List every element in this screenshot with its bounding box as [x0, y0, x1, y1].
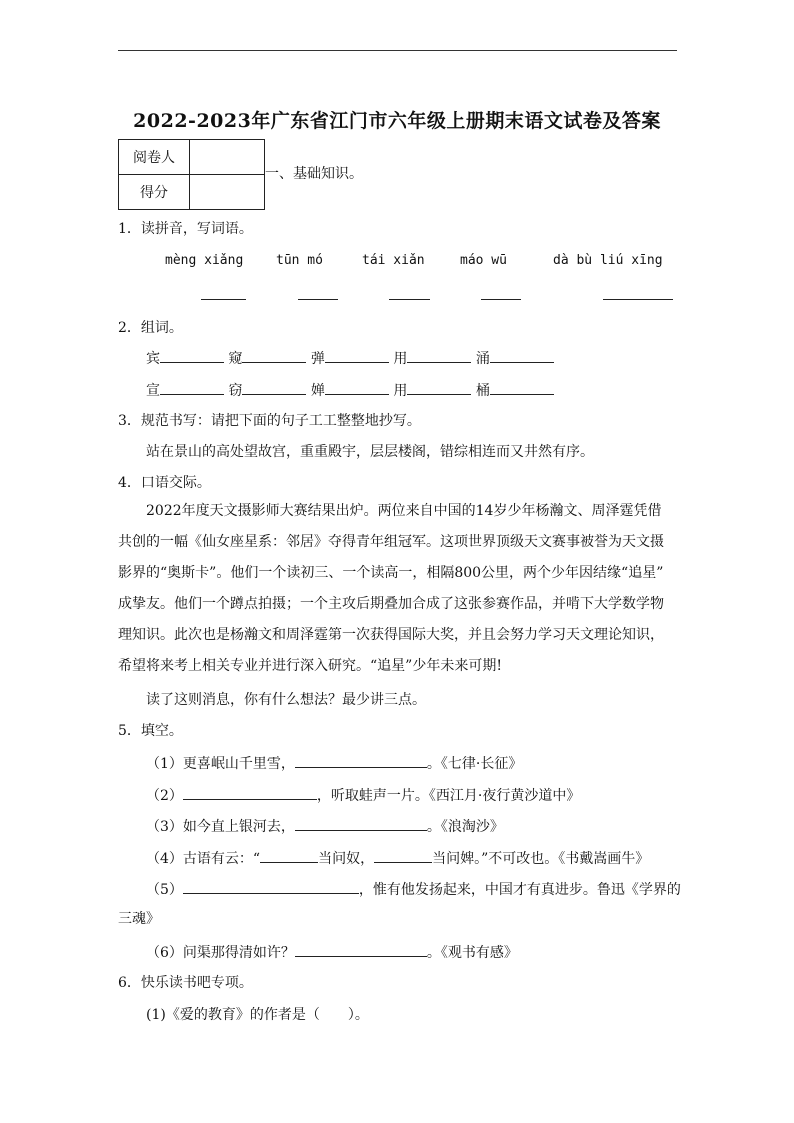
fill-blank[interactable]: [295, 815, 427, 831]
char: 涌: [475, 351, 490, 367]
pinyin-3: tái xiǎn: [362, 253, 425, 268]
fill-blank[interactable]: [295, 941, 427, 957]
section-heading: 一、基础知识。: [265, 166, 363, 182]
char: 宾: [146, 351, 160, 367]
question-2-label: 2．组词。: [118, 320, 183, 336]
question-4-label: 4．口语交际。: [118, 475, 211, 491]
word-row-2: [146, 379, 554, 400]
reviewer-label: 阅卷人: [119, 140, 190, 175]
fill-item-4: [146, 847, 649, 868]
pinyin-1: mèng xiǎng: [165, 253, 244, 268]
fill-item-2: [146, 784, 580, 805]
word-blank[interactable]: [325, 347, 389, 363]
char: 宣: [146, 383, 160, 399]
fill-blank[interactable]: [183, 784, 317, 800]
passage-line: 共创的一幅《仙女座星系：邻居》夺得青年组冠军。这项世界顶级天文赛事被誉为天文摄: [118, 534, 664, 550]
word-blank[interactable]: [490, 347, 554, 363]
passage-line: 成挚友。他们一个蹲点拍摄；一个主攻后期叠加合成了这张参赛作品，并啃下大学数学物: [118, 596, 664, 612]
answer-blank-5[interactable]: [603, 299, 673, 300]
word-blank[interactable]: [407, 379, 471, 395]
passage-line: 2022年度天文摄影师大赛结果出炉。两位来自中国的14岁少年杨瀚文、周泽霆凭借: [146, 503, 662, 519]
question-6-item-1: (1)《爱的教育》的作者是（ ）。: [146, 1007, 369, 1023]
item-text: 。《观书有感》: [426, 945, 518, 961]
item-text: （1）更喜岷山千里雪，: [146, 756, 295, 772]
item-text: （6）问渠那得清如许？: [146, 945, 295, 961]
item-text: 。《浪淘沙》: [426, 819, 504, 835]
item-text: ，惟有他发扬起来，中国才有真进步。鲁迅《学界的: [358, 882, 681, 898]
word-blank[interactable]: [242, 347, 306, 363]
char: 窥: [228, 351, 243, 367]
reviewer-field[interactable]: [190, 140, 265, 175]
score-table: [118, 139, 265, 210]
answer-blank-4[interactable]: [481, 299, 521, 300]
fill-item-5: [146, 878, 681, 899]
word-blank[interactable]: [242, 379, 306, 395]
question-6-label: 6．快乐读书吧专项。: [118, 975, 253, 991]
char: 窃: [228, 383, 243, 399]
pinyin-5: dà bù liú xīng: [553, 253, 663, 268]
answer-blank-3[interactable]: [389, 299, 430, 300]
item-text: ，听取蛙声一片。《西江月·夜行黄沙道中》: [316, 788, 581, 804]
score-label: 得分: [119, 175, 190, 210]
char: 桶: [475, 383, 490, 399]
news-passage: [118, 496, 678, 682]
score-field[interactable]: [190, 175, 265, 210]
char: 婵: [310, 383, 325, 399]
fill-blank[interactable]: [374, 847, 432, 863]
word-blank[interactable]: [407, 347, 471, 363]
word-blank[interactable]: [325, 379, 389, 395]
char: 用: [393, 383, 408, 399]
header-rule: [118, 50, 677, 51]
item-text: 。《七律·长征》: [426, 756, 523, 772]
fill-blank[interactable]: [260, 847, 318, 863]
word-blank[interactable]: [160, 347, 224, 363]
fill-item-5-cont: 三魂》: [118, 911, 160, 927]
fill-item-1: [146, 752, 522, 773]
word-blank[interactable]: [160, 379, 224, 395]
fill-blank[interactable]: [295, 752, 427, 768]
answer-blank-2[interactable]: [298, 299, 338, 300]
question-3-label: 3．规范书写：请把下面的句子工工整整地抄写。: [118, 413, 421, 429]
question-5-label: 5．填空。: [118, 723, 183, 739]
item-text: （2）: [146, 788, 183, 804]
word-blank[interactable]: [490, 379, 554, 395]
question-1-label: 1．读拼音，写词语。: [118, 221, 253, 237]
item-text: 当问奴，: [318, 851, 375, 867]
passage-line: 影界的“奥斯卡”。他们一个读初三、一个读高一，相隔800公里，两个少年因结缘“追星”: [118, 565, 664, 581]
pinyin-4: máo wū: [460, 253, 507, 268]
copy-sentence: 站在景山的高处望故宫，重重殿宇，层层楼阁，错综相连而又井然有序。: [146, 444, 594, 460]
fill-blank[interactable]: [183, 878, 359, 894]
answer-blank-1[interactable]: [201, 299, 246, 300]
item-text: （4）古语有云：“: [146, 851, 261, 867]
item-text: （5）: [146, 882, 183, 898]
fill-item-3: [146, 815, 504, 836]
word-row-1: [146, 347, 554, 368]
passage-line: 理知识。此次也是杨瀚文和周泽霆第一次获得国际大奖，并且会努力学习天文理论知识，: [118, 627, 664, 643]
page-title: 2022-2023年广东省江门市六年级上册期末语文试卷及答案: [133, 110, 661, 132]
question-4-prompt: 读了这则消息，你有什么想法？最少讲三点。: [146, 692, 426, 708]
item-text: （3）如今直上银河去，: [146, 819, 295, 835]
passage-line: 希望将来考上相关专业并进行深入研究。“追星”少年未来可期!: [118, 658, 502, 674]
pinyin-2: tūn mó: [276, 253, 323, 268]
char: 用: [393, 351, 408, 367]
item-text: 当问婢。”不可改也。《书戴嵩画牛》: [432, 851, 650, 867]
fill-item-6: [146, 941, 518, 962]
char: 弹: [310, 351, 325, 367]
